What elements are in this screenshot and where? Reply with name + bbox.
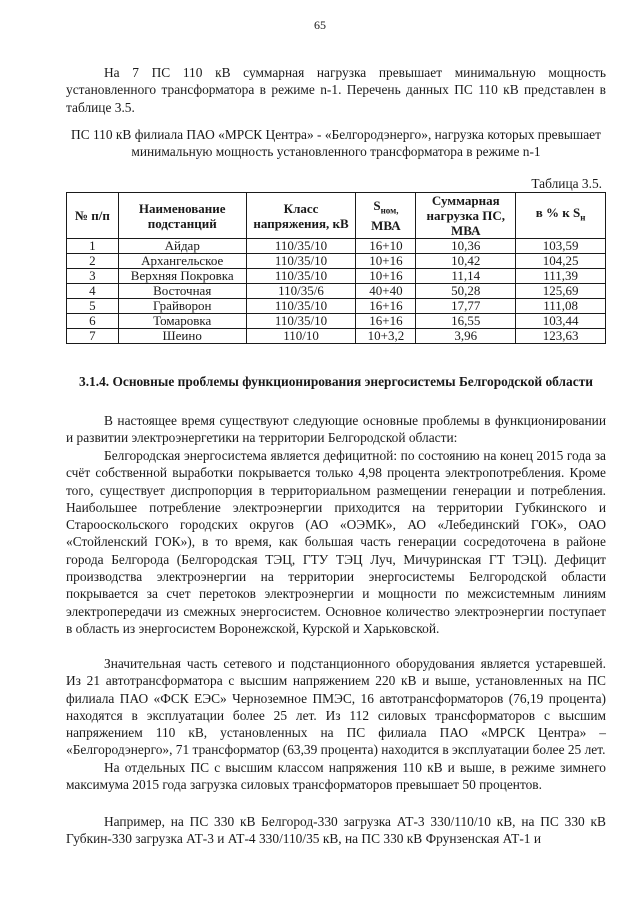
body-paragraph-4: На отдельных ПС с высшим классом напряжения 110 кВ и выше, в режиме зимнего максимума 2015 года загрузка силовых трансформаторов превышает 50 процентов. (66, 760, 606, 793)
cell-load: 16,55 (416, 314, 516, 329)
cell-load: 11,14 (416, 269, 516, 284)
cell-name: Восточная (118, 284, 246, 299)
table-title: ПС 110 кВ филиала ПАО «МРСК Центра» - «Белгородэнерго», нагрузка которых превышает минимальную мощность установленного трансформатора в режиме n-1 (71, 127, 601, 160)
cell-load: 10,36 (416, 239, 516, 254)
page-number: 65 (314, 18, 326, 32)
section-heading: 3.1.4. Основные проблемы функционирования энергосистемы Белгородской области (79, 374, 593, 389)
header-total-load: Суммарная нагрузка ПС, МВА (416, 193, 516, 239)
header-percent (516, 193, 606, 239)
cell-load: 17,77 (416, 299, 516, 314)
cell-snom: 16+16 (356, 314, 416, 329)
cell-voltage: 110/35/10 (246, 314, 356, 329)
cell-snom: 16+16 (356, 299, 416, 314)
cell-voltage: 110/35/6 (246, 284, 356, 299)
cell-percent: 123,63 (516, 329, 606, 344)
cell-percent: 104,25 (516, 254, 606, 269)
cell-num: 1 (67, 239, 119, 254)
header-snom-main: S (373, 197, 381, 213)
cell-voltage: 110/35/10 (246, 269, 356, 284)
header-percent-main: в % к S (535, 205, 581, 221)
cell-num: 6 (67, 314, 119, 329)
body-paragraph-2: Белгородская энергосистема является дефицитной: по состоянию на конец 2015 года за счёт собственной выработки покрывается только 4,98 процента электропотребления. Кроме того, существует диспропорция в территориальном размещении генерации и потребления. Наибольшее потребление электроэнергии приходится на территории Губкинского и Старооскольского городских округов (АО «ОЭМК», АО «Лебединский ГОК», ОАО «Стойленский ГОК»), в то время, как большая часть генерации сосредоточена в районе города Белгорода (Белгородская ТЭЦ, ГТУ ТЭЦ Луч, Мичуринская ГТ ТЭЦ). Дефицит производства электроэнергии на территории энергосистемы Белгородской области покрывается за счет перетоков электроэнергии и мощности по межсистемным линиям электропередачи из смежных энергосистем. Основное количество электроэнергии поступает в область из энергосистем Воронежской, Курской и Харьковской. (66, 448, 606, 636)
cell-name: Грайворон (118, 299, 246, 314)
substations-table (66, 192, 606, 344)
cell-voltage: 110/35/10 (246, 254, 356, 269)
table-header-row (67, 193, 606, 239)
table-row (67, 329, 606, 344)
cell-percent: 125,69 (516, 284, 606, 299)
cell-voltage: 110/35/10 (246, 299, 356, 314)
table-row (67, 314, 606, 329)
cell-percent: 103,59 (516, 239, 606, 254)
body-paragraph-5: Например, на ПС 330 кВ Белгород-330 загрузка АТ-3 330/110/10 кВ, на ПС 330 кВ Губкин-330 загрузка АТ-3 и АТ-4 330/110/35 кВ, на ПС 330 кВ Фрунзенская АТ-1 и (66, 814, 606, 847)
cell-num: 3 (67, 269, 119, 284)
cell-name: Шеино (118, 329, 246, 344)
cell-num: 4 (67, 284, 119, 299)
cell-snom: 10+16 (356, 254, 416, 269)
table-row (67, 299, 606, 314)
table-row (67, 269, 606, 284)
table-label: Таблица 3.5. (531, 176, 602, 191)
cell-snom: 10+16 (356, 269, 416, 284)
cell-voltage: 110/35/10 (246, 239, 356, 254)
body-paragraph-3: Значительная часть сетевого и подстанционного оборудования является устаревшей. Из 21 автотрансформатора с высшим напряжением 220 кВ и выше, установленных на ПС филиала ПАО «ФСК ЕЭС» Черноземное ПМЭС, 16 автотрансформаторов (76,19 процента) находятся в эксплуатации более 25 лет. Из 112 силовых трансформаторов с высшим напряжением 110 кВ, установленных на ПС филиала ПАО «МРСК Центра» – «Белгородэнерго», 71 трансформатор (63,39 процента) находится в эксплуатации более 25 лет. (66, 656, 606, 758)
table-row (67, 284, 606, 299)
intro-paragraph: На 7 ПС 110 кВ суммарная нагрузка превышает минимальную мощность установленного трансформатора в режиме n-1. Перечень данных ПС 110 кВ представлен в таблице 3.5. (66, 65, 606, 115)
cell-num: 5 (67, 299, 119, 314)
cell-num: 2 (67, 254, 119, 269)
header-percent-sub: н (580, 212, 586, 223)
cell-load: 10,42 (416, 254, 516, 269)
cell-snom: 10+3,2 (356, 329, 416, 344)
cell-name: Архангельское (118, 254, 246, 269)
cell-name: Айдар (118, 239, 246, 254)
cell-load: 50,28 (416, 284, 516, 299)
cell-snom: 40+40 (356, 284, 416, 299)
cell-name: Томаровка (118, 314, 246, 329)
table-row (67, 239, 606, 254)
cell-num: 7 (67, 329, 119, 344)
header-name: Наименование подстанций (118, 193, 246, 239)
cell-snom: 16+10 (356, 239, 416, 254)
cell-load: 3,96 (416, 329, 516, 344)
cell-percent: 111,08 (516, 299, 606, 314)
body-paragraph-1: В настоящее время существуют следующие основные проблемы в функционировании и развитии электроэнергетики на территории Белгородской области: (66, 413, 606, 446)
table-row (67, 254, 606, 269)
cell-name: Верхняя Покровка (118, 269, 246, 284)
cell-voltage: 110/10 (246, 329, 356, 344)
header-snom-unit: МВА (371, 218, 401, 234)
header-snom-sub: ном, (380, 205, 399, 216)
cell-percent: 111,39 (516, 269, 606, 284)
header-voltage: Класс напряжения, кВ (246, 193, 356, 239)
cell-percent: 103,44 (516, 314, 606, 329)
header-snom (356, 193, 416, 239)
header-num: № п/п (67, 193, 119, 239)
